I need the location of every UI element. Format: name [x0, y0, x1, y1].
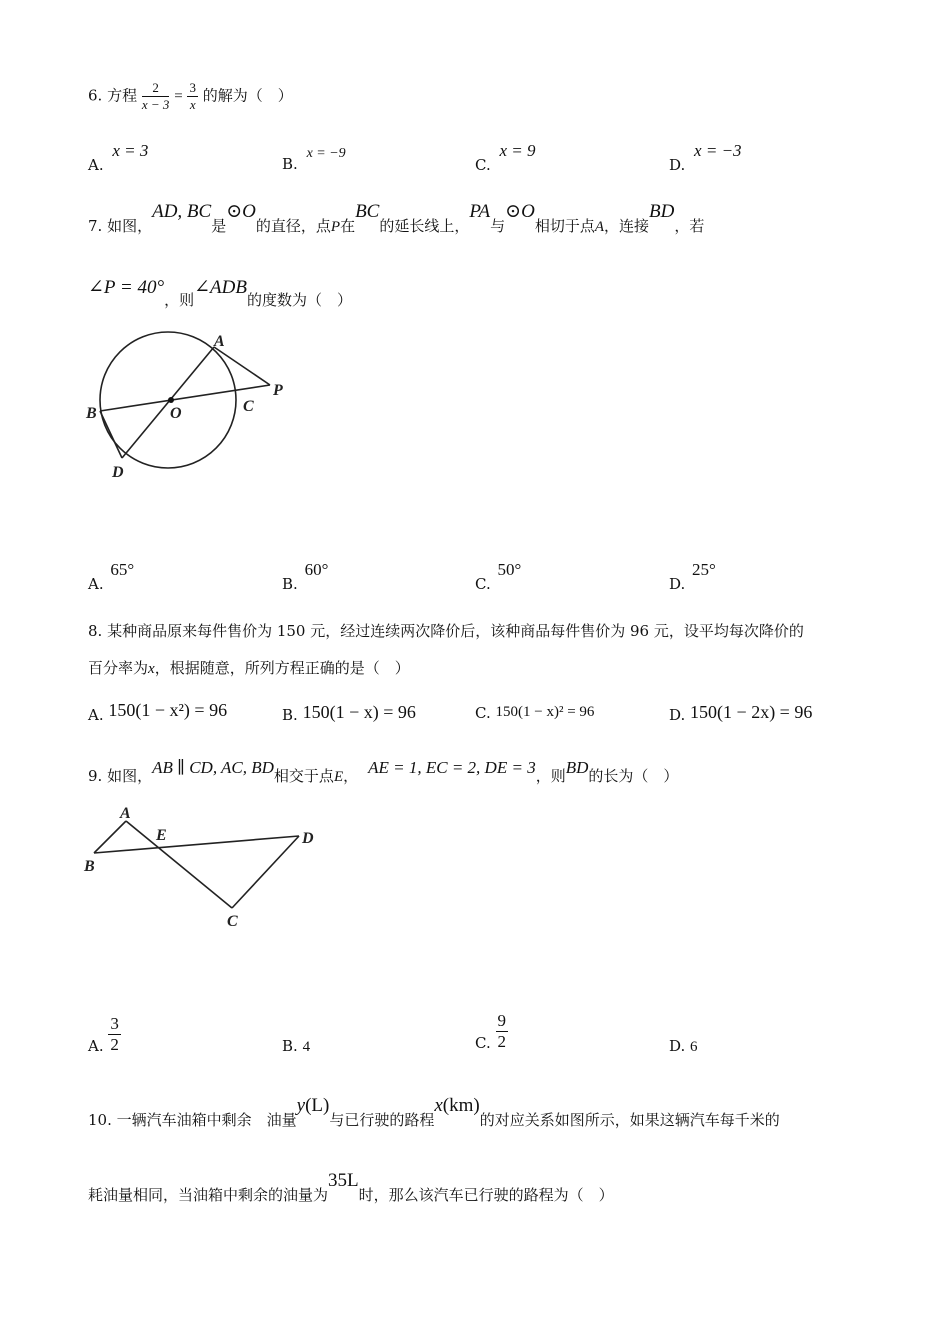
q6-prefix: 6. 方程	[88, 86, 138, 105]
label-c: C	[243, 398, 254, 415]
q6-option-a[interactable]: A. x = 3	[88, 141, 149, 174]
q6-equals: =	[174, 88, 183, 105]
q6-option-c[interactable]: C. x = 9	[475, 141, 536, 174]
q6-option-b[interactable]: B. x = −9	[282, 146, 346, 173]
q9-option-b[interactable]: B. 4	[282, 1037, 311, 1055]
q6-left-fraction: $\frac{2}{x - 3}$	[141, 80, 170, 112]
question-9: 9. 如图，AB ∥ CD, AC, BD相交于点E， AE = 1, EC = 2, DE = 3，则BD的长为（ ）	[88, 758, 679, 785]
q7-option-d[interactable]: D. 25°	[669, 560, 716, 593]
q9-option-d[interactable]: D. 6	[669, 1037, 698, 1055]
q7-option-b[interactable]: B. 60°	[282, 560, 329, 593]
label-o: O	[170, 405, 182, 422]
segment-ad	[122, 347, 214, 458]
label-c: C	[227, 913, 238, 930]
segment-bd	[94, 836, 299, 853]
q9-triangle-figure	[80, 803, 330, 933]
label-d: D	[112, 464, 124, 481]
q8-option-a[interactable]: A. 150(1 − x²) = 96	[88, 700, 228, 724]
q8-option-d[interactable]: D. 150(1 − 2x) = 96	[669, 702, 813, 724]
label-p: P	[273, 382, 283, 399]
label-b: B	[84, 858, 95, 875]
question-7-line-2: ∠P = 40°，则∠ADB的度数为（ ）	[88, 277, 352, 309]
segment-ab	[94, 821, 126, 853]
label-a: A	[120, 805, 131, 822]
q9-option-c[interactable]: C. $\frac{9}{2}$	[475, 1011, 506, 1052]
q7-circle-figure	[80, 325, 310, 490]
question-10-line-2: 耗油量相同，当油箱中剩余的油量为35L时，那么该汽车已行驶的路程为（ ）	[88, 1170, 614, 1204]
q6-suffix: 的解为（ ）	[202, 86, 293, 105]
question-6	[88, 80, 293, 113]
question-10-line-1: 10. 一辆汽车油箱中剩余 油量y(L)与已行驶的路程x(km)的对应关系如图所示，如果这辆汽车每千米的	[88, 1095, 780, 1129]
center-point-o	[168, 397, 174, 403]
q7-option-c[interactable]: C. 50°	[475, 560, 522, 593]
q7-option-a[interactable]: A. 65°	[88, 560, 135, 593]
label-a: A	[214, 333, 225, 350]
q8-option-b[interactable]: B. 150(1 − x) = 96	[282, 702, 416, 724]
question-8-line-1: 8. 某种商品原来每件售价为 150 元，经过连续两次降价后，该种商品每件售价为 96 元，设平均每次降价的	[88, 622, 804, 640]
q9-option-a[interactable]: A. $\frac{3}{2}$	[88, 1014, 119, 1055]
segment-ac	[126, 821, 232, 908]
label-b: B	[86, 405, 97, 422]
segment-bd	[100, 411, 122, 458]
segment-pa	[214, 347, 270, 385]
q8-option-c[interactable]: C. 150(1 − x)² = 96	[475, 704, 595, 722]
q6-right-fraction: $\frac{3}{x}$	[189, 80, 196, 112]
segment-dc	[232, 836, 299, 908]
label-d: D	[302, 830, 314, 847]
label-e: E	[156, 827, 167, 844]
q6-option-d[interactable]: D. x = −3	[669, 141, 742, 174]
question-7-line-1: 7. 如图，AD, BC是⊙O的直径，点P在BC的延长线上，PA与⊙O相切于点A，连接BD，若	[88, 201, 705, 235]
question-8-line-2: 百分率为x，根据随意，所列方程正确的是（ ）	[88, 659, 410, 677]
